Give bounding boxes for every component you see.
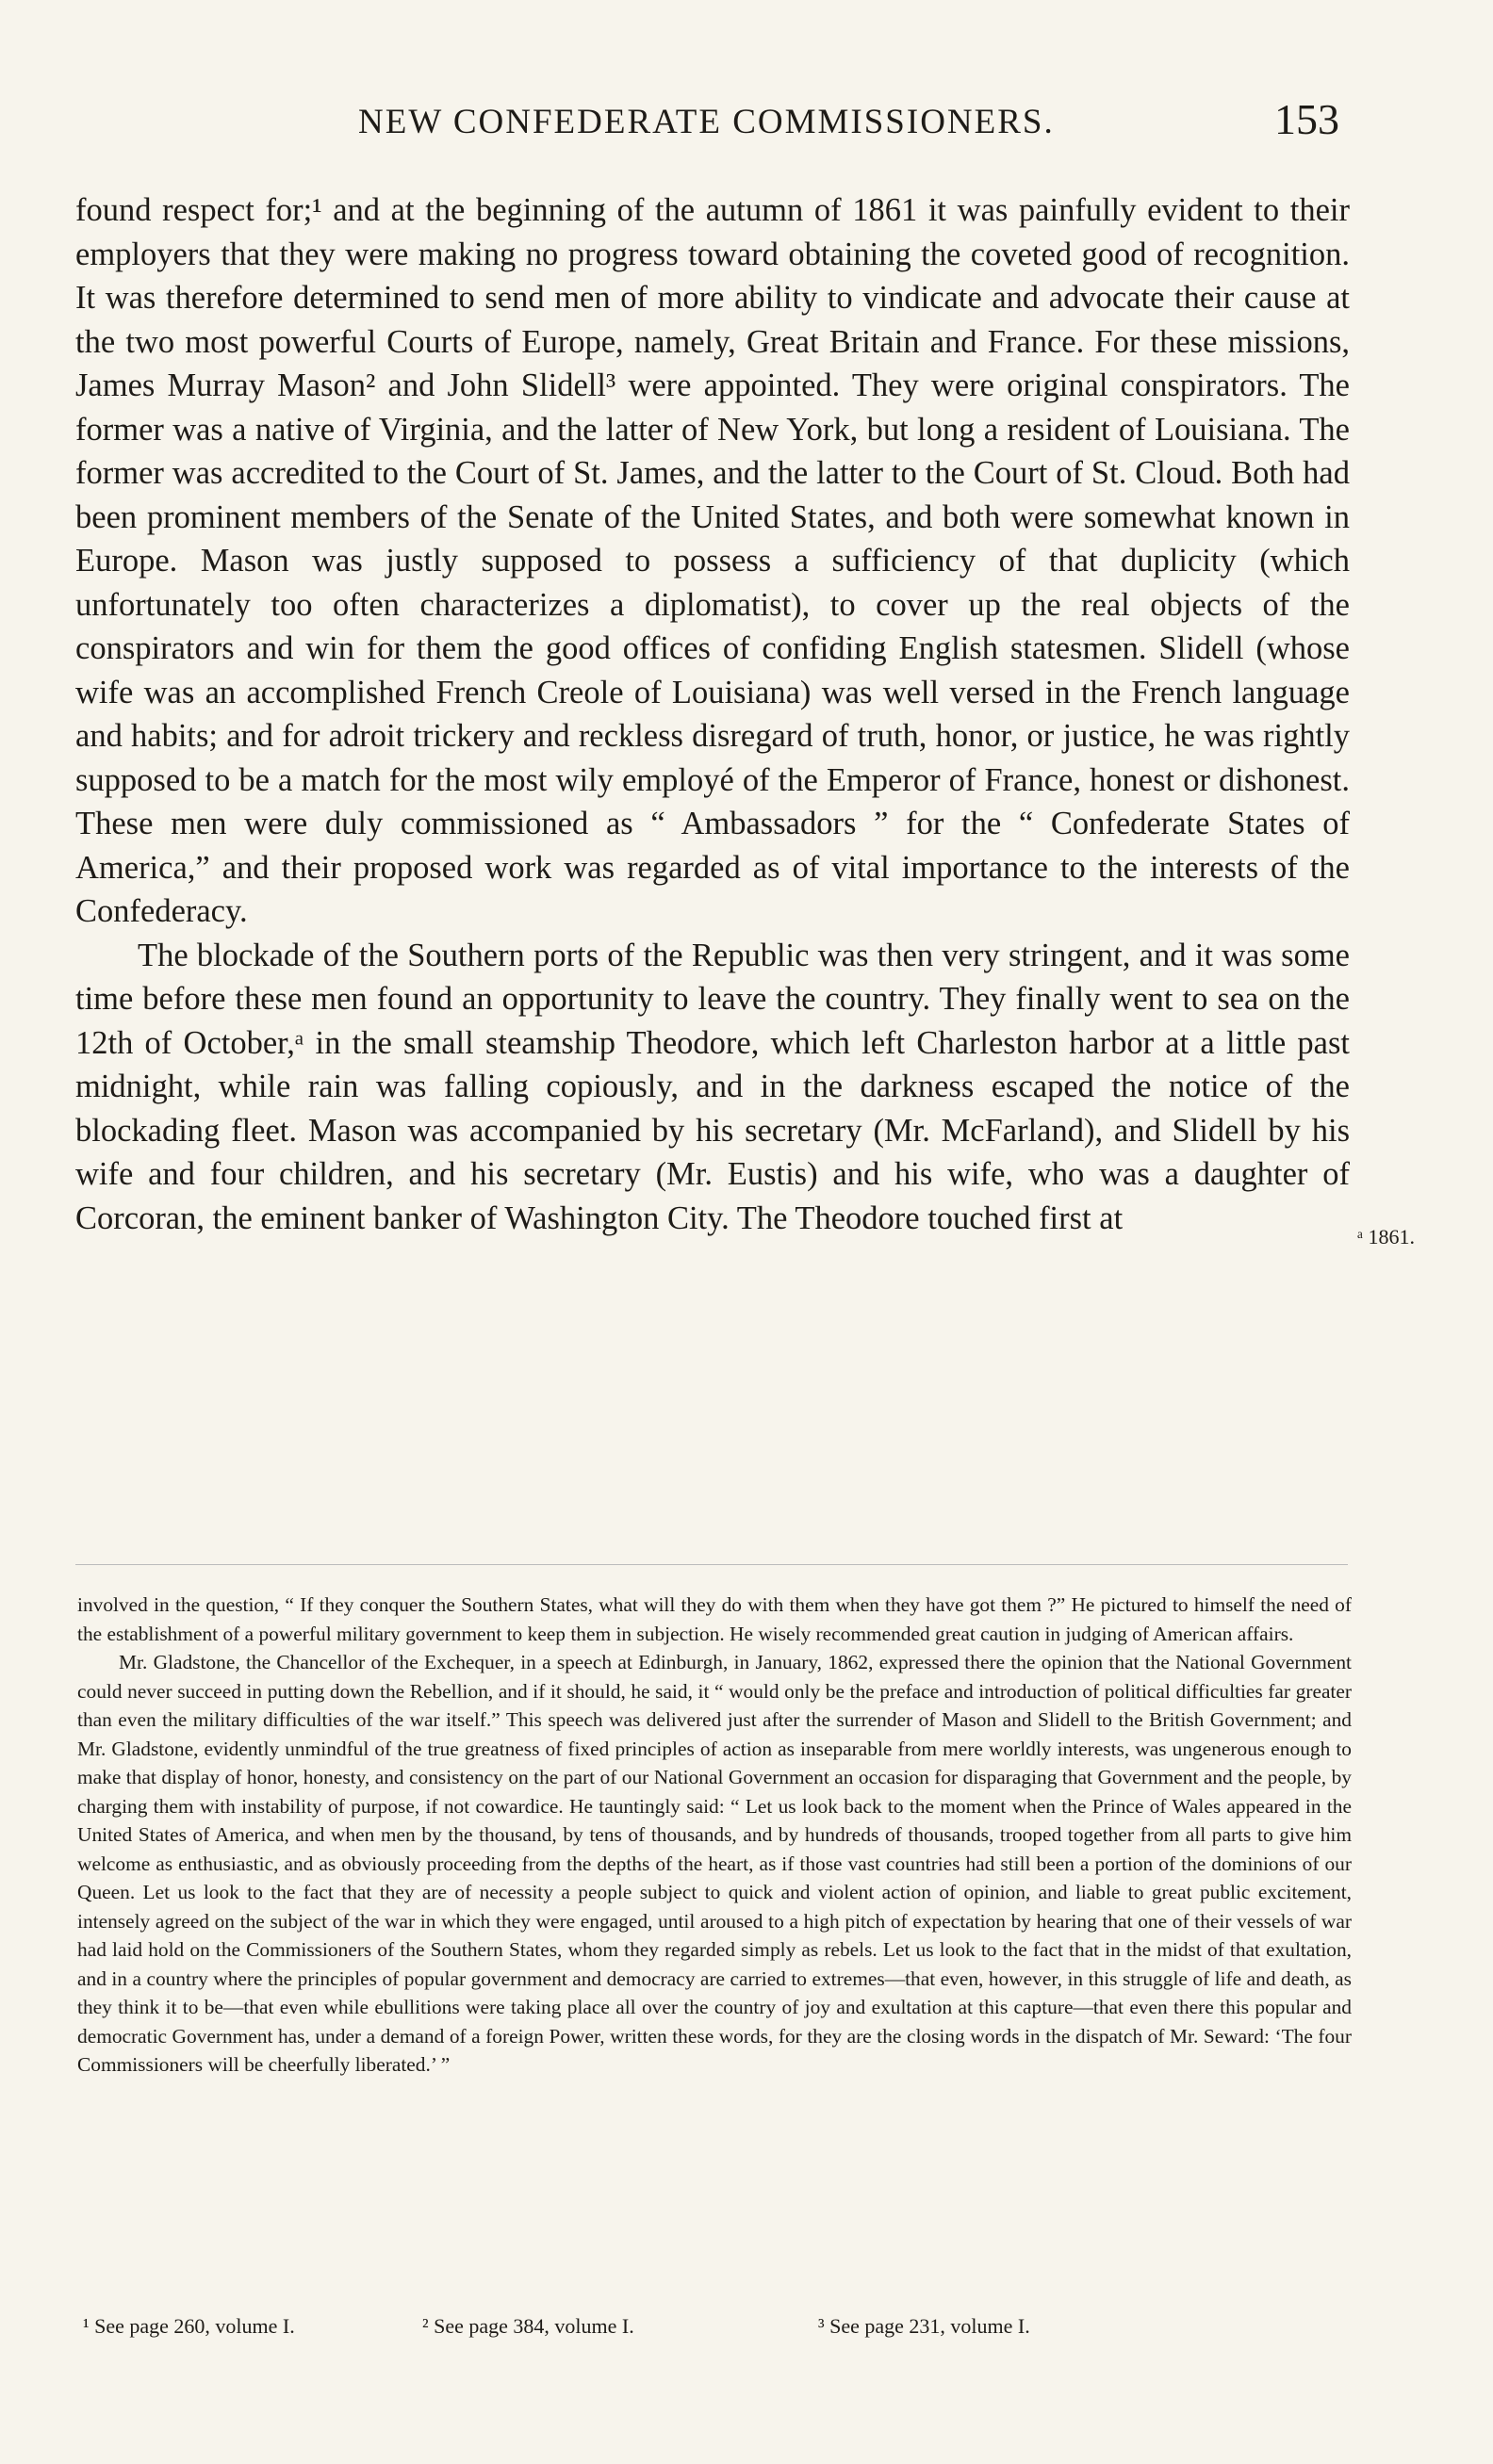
running-head: NEW CONFEDERATE COMMISSIONERS. — [358, 103, 1055, 141]
footnote-ref-1: ¹ See page 260, volume I. — [83, 2314, 295, 2338]
footnote-ref-2: ² See page 384, volume I. — [422, 2314, 634, 2338]
footnote-divider — [75, 1564, 1348, 1565]
page-number: 153 — [1274, 95, 1339, 143]
body-paragraph: found respect for;¹ and at the beginning of the autumn of 1861 it was painfully evident to their employers that they were making no progress toward obtaining the coveted good of recognition. It was therefore determined to send men of more ability to vindicate and advocate their cause at the two most powerful Courts of Europe, namely, Great Britain and France. For these missions, James Murray Mason² and John Slidell³ were appointed. They were original conspirators. The former was a native of Virginia, and the latter of New York, but long a resident of Louisiana. The former was accredited to the Court of St. James, and the latter to the Court of St. Cloud. Both had been prominent members of the Senate of the United States, and both were somewhat known in Europe. Mason was justly supposed to possess a sufficiency of that duplicity (which unfortunately too often characterizes a diplomatist), to cover up the real objects of the conspirators and win for them the good offices of confiding English statesmen. Slidell (whose wife was an accomplished French Creole of Louisiana) was well versed in the French language and habits; and for adroit trickery and reckless disregard of truth, honor, or justice, he was rightly supposed to be a match for the most wily employé of the Emperor of France, honest or dishonest. These men were duly commissioned as “ Ambassadors ” for the “ Confederate States of America,” and their proposed work was regarded as of vital importance to the interests of the Confederacy. — [75, 192, 1350, 929]
footnote-paragraph: involved in the question, “ If they conquer the Southern States, what will they do with them when they have got them ?” He pictured to himself the need of the establishment of a powerful military government to keep them in subjection. He wisely recommended great caution in judging of American affairs. — [77, 1593, 1352, 1645]
footnote-references — [83, 2314, 1346, 2339]
footnotes — [77, 1591, 1352, 2080]
margin-note-date: ᵃ 1861. — [1357, 1225, 1416, 1248]
body-paragraph: The blockade of the Southern ports of the Republic was then very stringent, and it was some time before these men found an opportunity to leave the country. They finally went to sea on the 12th of October,ᵃ in the small steamship Theodore, which left Charleston harbor at a little past midnight, while rain was falling copiously, and in the darkness escaped the notice of the blockading fleet. Mason was accompanied by his secretary (Mr. McFarland), and Slidell by his wife and four children, and his secretary (Mr. Eustis) and his wife, who was a daughter of Corcoran, the eminent banker of Washington City. The Theodore touched first at — [75, 937, 1350, 1236]
footnote-ref-3: ³ See page 231, volume I. — [818, 2314, 1030, 2338]
footnote-paragraph: Mr. Gladstone, the Chancellor of the Exchequer, in a speech at Edinburgh, in January, 1862, expressed there the opinion that the National Government could never succeed in putting down the Rebellion, and if it should, he said, it “ would only be the preface and introduction of political difficulties far greater than even the military difficulties of the war itself.” This speech was delivered just after the surrender of Mason and Slidell to the British Government; and Mr. Gladstone, evidently unmindful of the true greatness of fixed principles of action as inseparable from mere worldly interests, was ungenerous enough to make that display of honor, honesty, and consistency on the part of our National Government an occasion for disparaging that Government and the people, by charging them with instability of purpose, if not cowardice. He tauntingly said: “ Let us look back to the moment when the Prince of Wales appeared in the United States of America, and when men by the thousand, by tens of thousands, and by hundreds of thousands, trooped together from all parts to give him welcome as enthusiastic, and as obviously proceeding from the depths of the heart, as if those vast countries had still been a portion of the dominions of our Queen. Let us look to the fact that they are of necessity a people subject to quick and violent action of opinion, and liable to great public excitement, intensely agreed on the subject of the war in which they were engaged, until aroused to a high pitch of expectation by hearing that one of their vessels of war had laid hold on the Commissioners of the Southern States, whom they regarded simply as rebels. Let us look to the fact that in the midst of that exultation, and in a country where the principles of popular government and democracy are carried to extremes—that even, however, in this struggle of life and death, as they think it to be—that even while ebullitions were taking place all over the country of joy and exultation at this capture—that even there this popular and democratic Government has, under a demand of a foreign Power, written these words, for they are the closing words in the dispatch of Mr. Seward: ‘The four Commissioners will be cheerfully liberated.’ ” — [77, 1651, 1352, 2076]
main-text — [75, 188, 1350, 1240]
